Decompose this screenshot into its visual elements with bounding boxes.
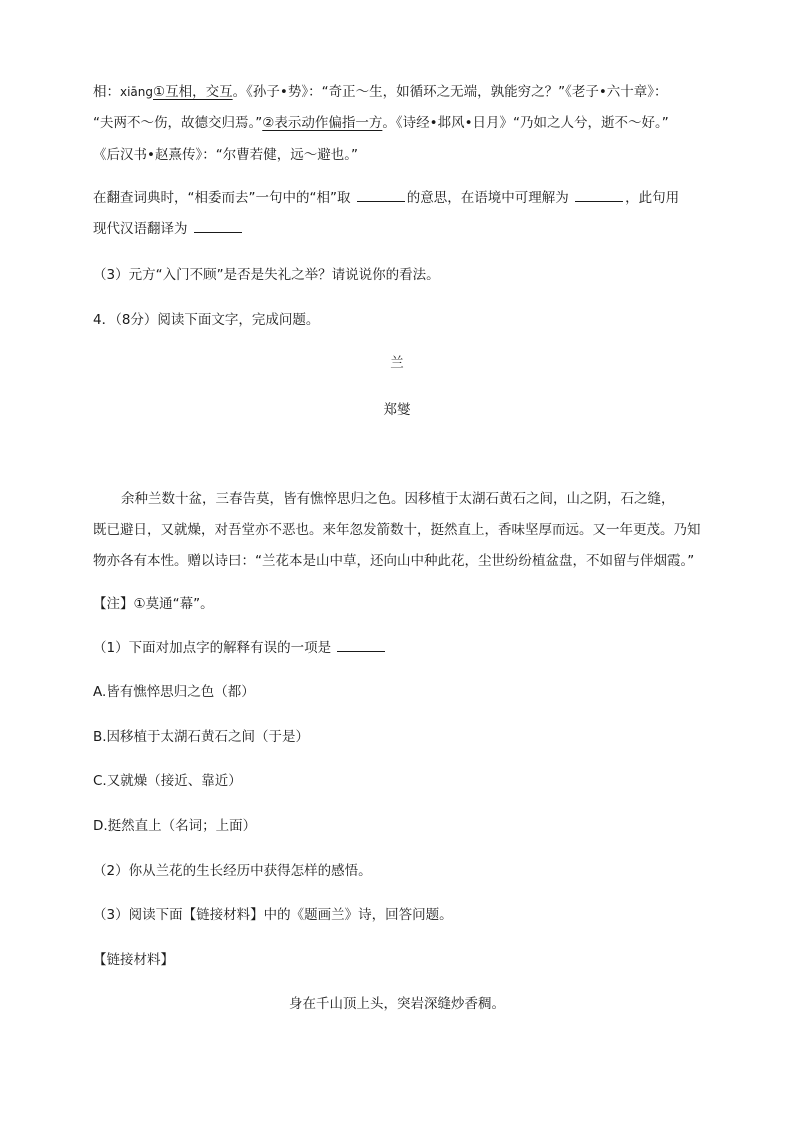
option-b: B.因移植于太湖石黄石之间（于是） <box>93 729 310 745</box>
sub-question-3: （3）阅读下面【链接材料】中的《题画兰》诗，回答问题。 <box>93 907 453 923</box>
definition-pinyin: xiāng <box>120 85 154 99</box>
option-a: A.皆有憔悴思归之色（都） <box>93 684 255 700</box>
passage-note: 【注】①莫通“幕”。 <box>93 596 214 612</box>
sub-question-1-text: （1）下面对加点字的解释有误的一项是 <box>93 640 332 656</box>
poem-line-1: 身在千山顶上头，突岩深缝炒香稠。 <box>289 996 505 1012</box>
passage-paragraph-line-2: 既已避日，又就燥，对吾堂亦不恶也。来年忽发箭数十，挺然直上，香味坚厚而远。又一年更茂。乃知 <box>93 522 701 538</box>
translate-text-a: 在翻查词典时，“相委而去”一句中的“相”取 <box>93 190 351 206</box>
option-c: C.又就燥（接近、靠近） <box>93 773 242 789</box>
link-material-label: 【链接材料】 <box>93 952 174 968</box>
translate-question-line-2 <box>93 219 244 239</box>
definition-quote: “夫两不～伤，故德交归焉。” <box>93 115 263 131</box>
definition-line-3: 《后汉书•赵熹传》：“尔曹若健，远～避也。” <box>93 147 358 163</box>
passage-author: 郑燮 <box>383 402 411 418</box>
translate-text-b: 的意思，在语境中可理解为 <box>406 190 569 206</box>
definition-sense-2: ②表示动作偏指一方 <box>262 115 383 131</box>
definition-line-2 <box>93 113 669 133</box>
answer-blank[interactable] <box>575 188 623 202</box>
passage-paragraph-line-1: 余种兰数十盆，三春告莫，皆有憔悴思归之色。因移植于太湖石黄石之间，山之阴，石之缝， <box>121 491 675 507</box>
question-4-heading: 4．（8分）阅读下面文字，完成问题。 <box>93 312 320 328</box>
answer-blank[interactable] <box>194 219 242 233</box>
definition-line-1 <box>93 82 668 102</box>
definition-text-2: 。《诗经•邶风•日月》“乃如之人兮，逝不～好。” <box>382 115 669 131</box>
translate-text-c: ，此句用 <box>625 190 680 206</box>
option-d: D.挺然直上（名词；上面） <box>93 818 257 834</box>
sub-question-1 <box>93 638 387 658</box>
definition-text-1: 。《孙子•势》：“奇正～生，如循环之无端，孰能穷之？”《老子•六十章》： <box>232 84 668 100</box>
answer-blank[interactable] <box>337 638 385 652</box>
question-3: （3）元方“入门不顾”是否是失礼之举？请说说你的看法。 <box>93 267 440 283</box>
passage-title: 兰 <box>390 355 404 371</box>
definition-head: 相： <box>93 84 120 100</box>
sub-question-2: （2）你从兰花的生长经历中获得怎样的感悟。 <box>93 863 372 879</box>
definition-sense-1: ①互相，交互 <box>153 84 233 100</box>
translate-text-d: 现代汉语翻译为 <box>93 221 188 237</box>
answer-blank[interactable] <box>357 188 405 202</box>
passage-paragraph-line-3: 物亦各有本性。赠以诗曰：“兰花本是山中草，还向山中种此花，尘世纷纷植盆盘，不如留与伴烟霞。” <box>93 553 695 569</box>
translate-question-line-1 <box>93 188 679 208</box>
